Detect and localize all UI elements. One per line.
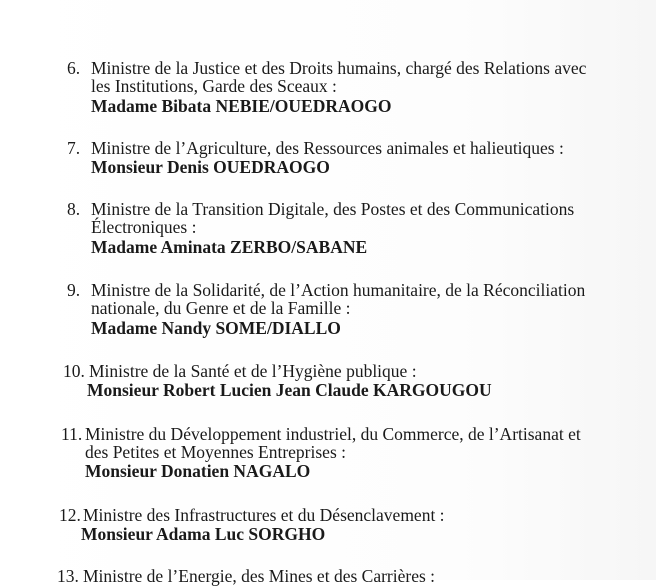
minister-name: Monsieur Robert Lucien Jean Claude KARGOUGOU	[87, 380, 492, 400]
item-number: 11.	[61, 424, 83, 444]
minister-name: Madame Nandy SOME/DIALLO	[91, 318, 341, 338]
ministry-title-line: nationale, du Genre et de la Famille :	[91, 298, 351, 318]
ministry-title-line: Ministre du Développement industriel, du Commerce, de l’Artisanat et	[85, 424, 581, 444]
item-number: 8.	[67, 199, 81, 219]
ministry-title-line: Ministre des Infrastructures et du Désenclavement :	[83, 505, 445, 525]
minister-name: Monsieur Denis OUEDRAOGO	[91, 157, 330, 177]
ministry-title-line: Ministre de la Solidarité, de l’Action humanitaire, de la Réconciliation	[91, 280, 586, 300]
ministry-title-line: Électroniques :	[91, 217, 197, 237]
ministry-title-line: Ministre de la Transition Digitale, des Postes et des Communications	[91, 199, 575, 219]
minister-name: Madame Aminata ZERBO/SABANE	[91, 237, 368, 257]
ministry-title-line: les Institutions, Garde des Sceaux :	[91, 76, 337, 96]
ministry-title-line: Ministre de l’Agriculture, des Ressources animales et halieutiques :	[91, 138, 564, 158]
item-number: 10.	[63, 361, 85, 381]
ministry-title-line: Ministre de la Justice et des Droits humains, chargé des Relations avec	[91, 58, 587, 78]
ministry-title-line: des Petites et Moyennes Entreprises :	[85, 442, 346, 462]
minister-name: Monsieur Adama Luc SORGHO	[81, 524, 326, 544]
ministry-title-line: Ministre de la Santé et de l’Hygiène publique :	[89, 361, 417, 381]
item-number: 7.	[67, 138, 81, 158]
item-number: 6.	[67, 58, 81, 78]
item-number: 13.	[57, 566, 79, 586]
item-number: 12.	[59, 505, 81, 525]
ministry-title-line: Ministre de l’Energie, des Mines et des Carrières :	[83, 566, 436, 586]
minister-name: Madame Bibata NEBIE/OUEDRAOGO	[91, 96, 392, 116]
item-number: 9.	[67, 280, 81, 300]
minister-name: Monsieur Donatien NAGALO	[85, 461, 311, 481]
